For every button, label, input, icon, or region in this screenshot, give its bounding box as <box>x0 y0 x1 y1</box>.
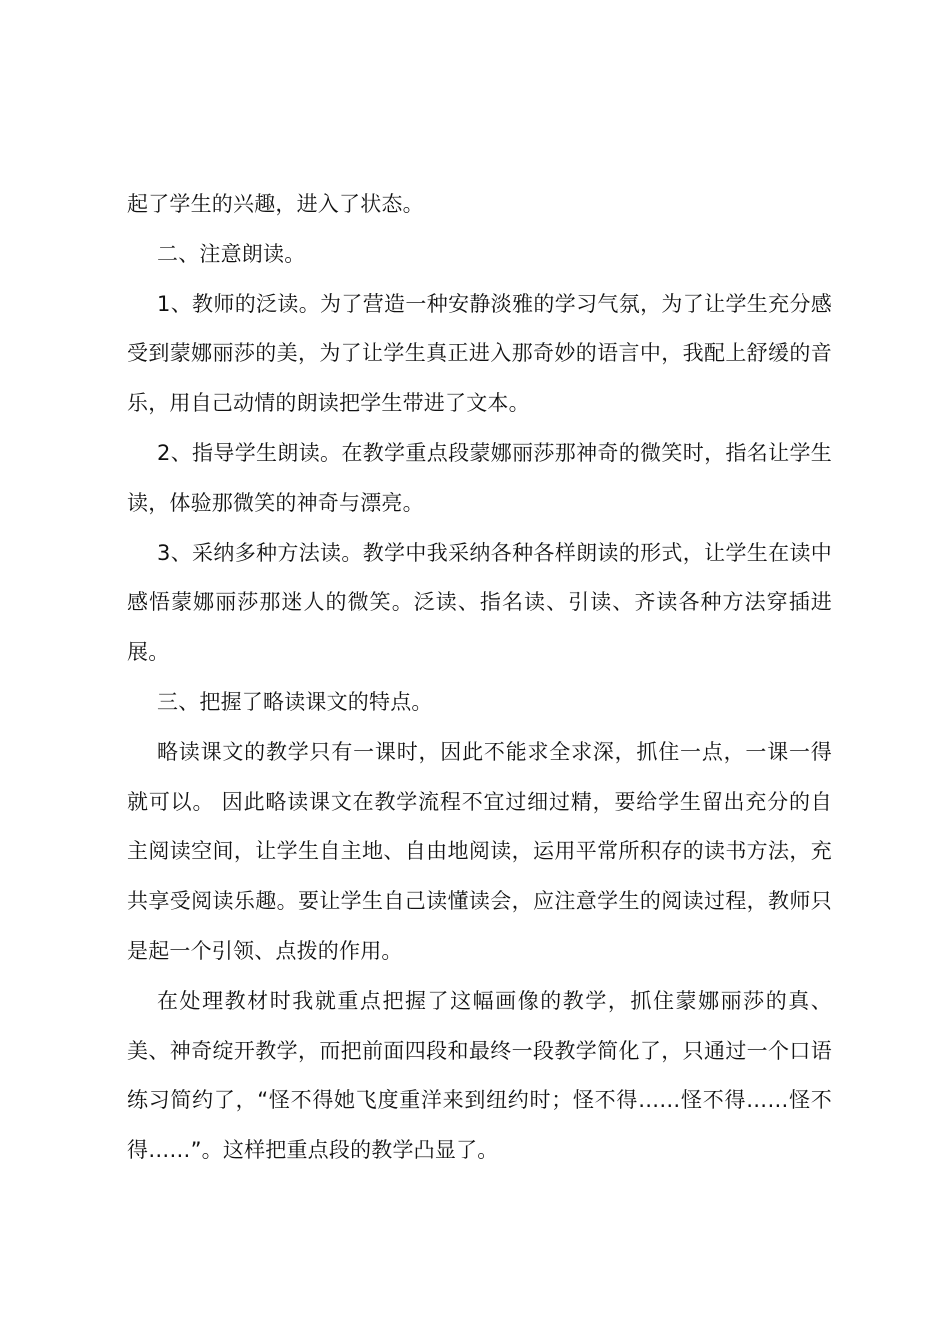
paragraph-material-handling: 在处理教材时我就重点把握了这幅画像的教学，抓住蒙娜丽莎的真、美、神奇绽开教学，而把前面四段和最终一段教学简化了，只通过一个口语练习简约了，“怪不得她飞度重洋来到纽约时；怪不得……怪不得……怪不得……”。这样把重点段的教学凸显了。 <box>127 988 832 1163</box>
paragraph-skim-reading: 略读课文的教学只有一课时，因此不能求全求深，抓住一点，一课一得就可以。 因此略读课文在教学流程不宜过细过精，要给学生留出充分的自主阅读空间，让学生自主地、自由地阅读，运用平常所积存的读书方法，充共享受阅读乐趣。要让学生自己读懂读会，应注意学生的阅读过程，教师只是起一个引领、点拨的作用。 <box>127 739 832 963</box>
paragraph-item-2: 2、指导学生朗读。在教学重点段蒙娜丽莎那神奇的微笑时，指名让学生读，体验那微笑的神奇与漂亮。 <box>127 440 832 515</box>
section-heading-3: 三、把握了略读课文的特点。 <box>157 689 433 714</box>
paragraph-item-1: 1、教师的泛读。为了营造一种安静淡雅的学习气氛，为了让学生充分感受到蒙娜丽莎的美，为了让学生真正进入那奇妙的语言中，我配上舒缓的音乐，用自己动情的朗读把学生带进了文本。 <box>127 291 832 416</box>
section-heading-2: 二、注意朗读。 <box>157 241 306 266</box>
paragraph-item-3: 3、采纳多种方法读。教学中我采纳各种各样朗读的形式，让学生在读中感悟蒙娜丽莎那迷人的微笑。泛读、指名读、引读、齐读各种方法穿插进展。 <box>127 540 832 665</box>
paragraph-continuation: 起了学生的兴趣，进入了状态。 <box>127 192 424 216</box>
document-body <box>127 180 832 1176</box>
